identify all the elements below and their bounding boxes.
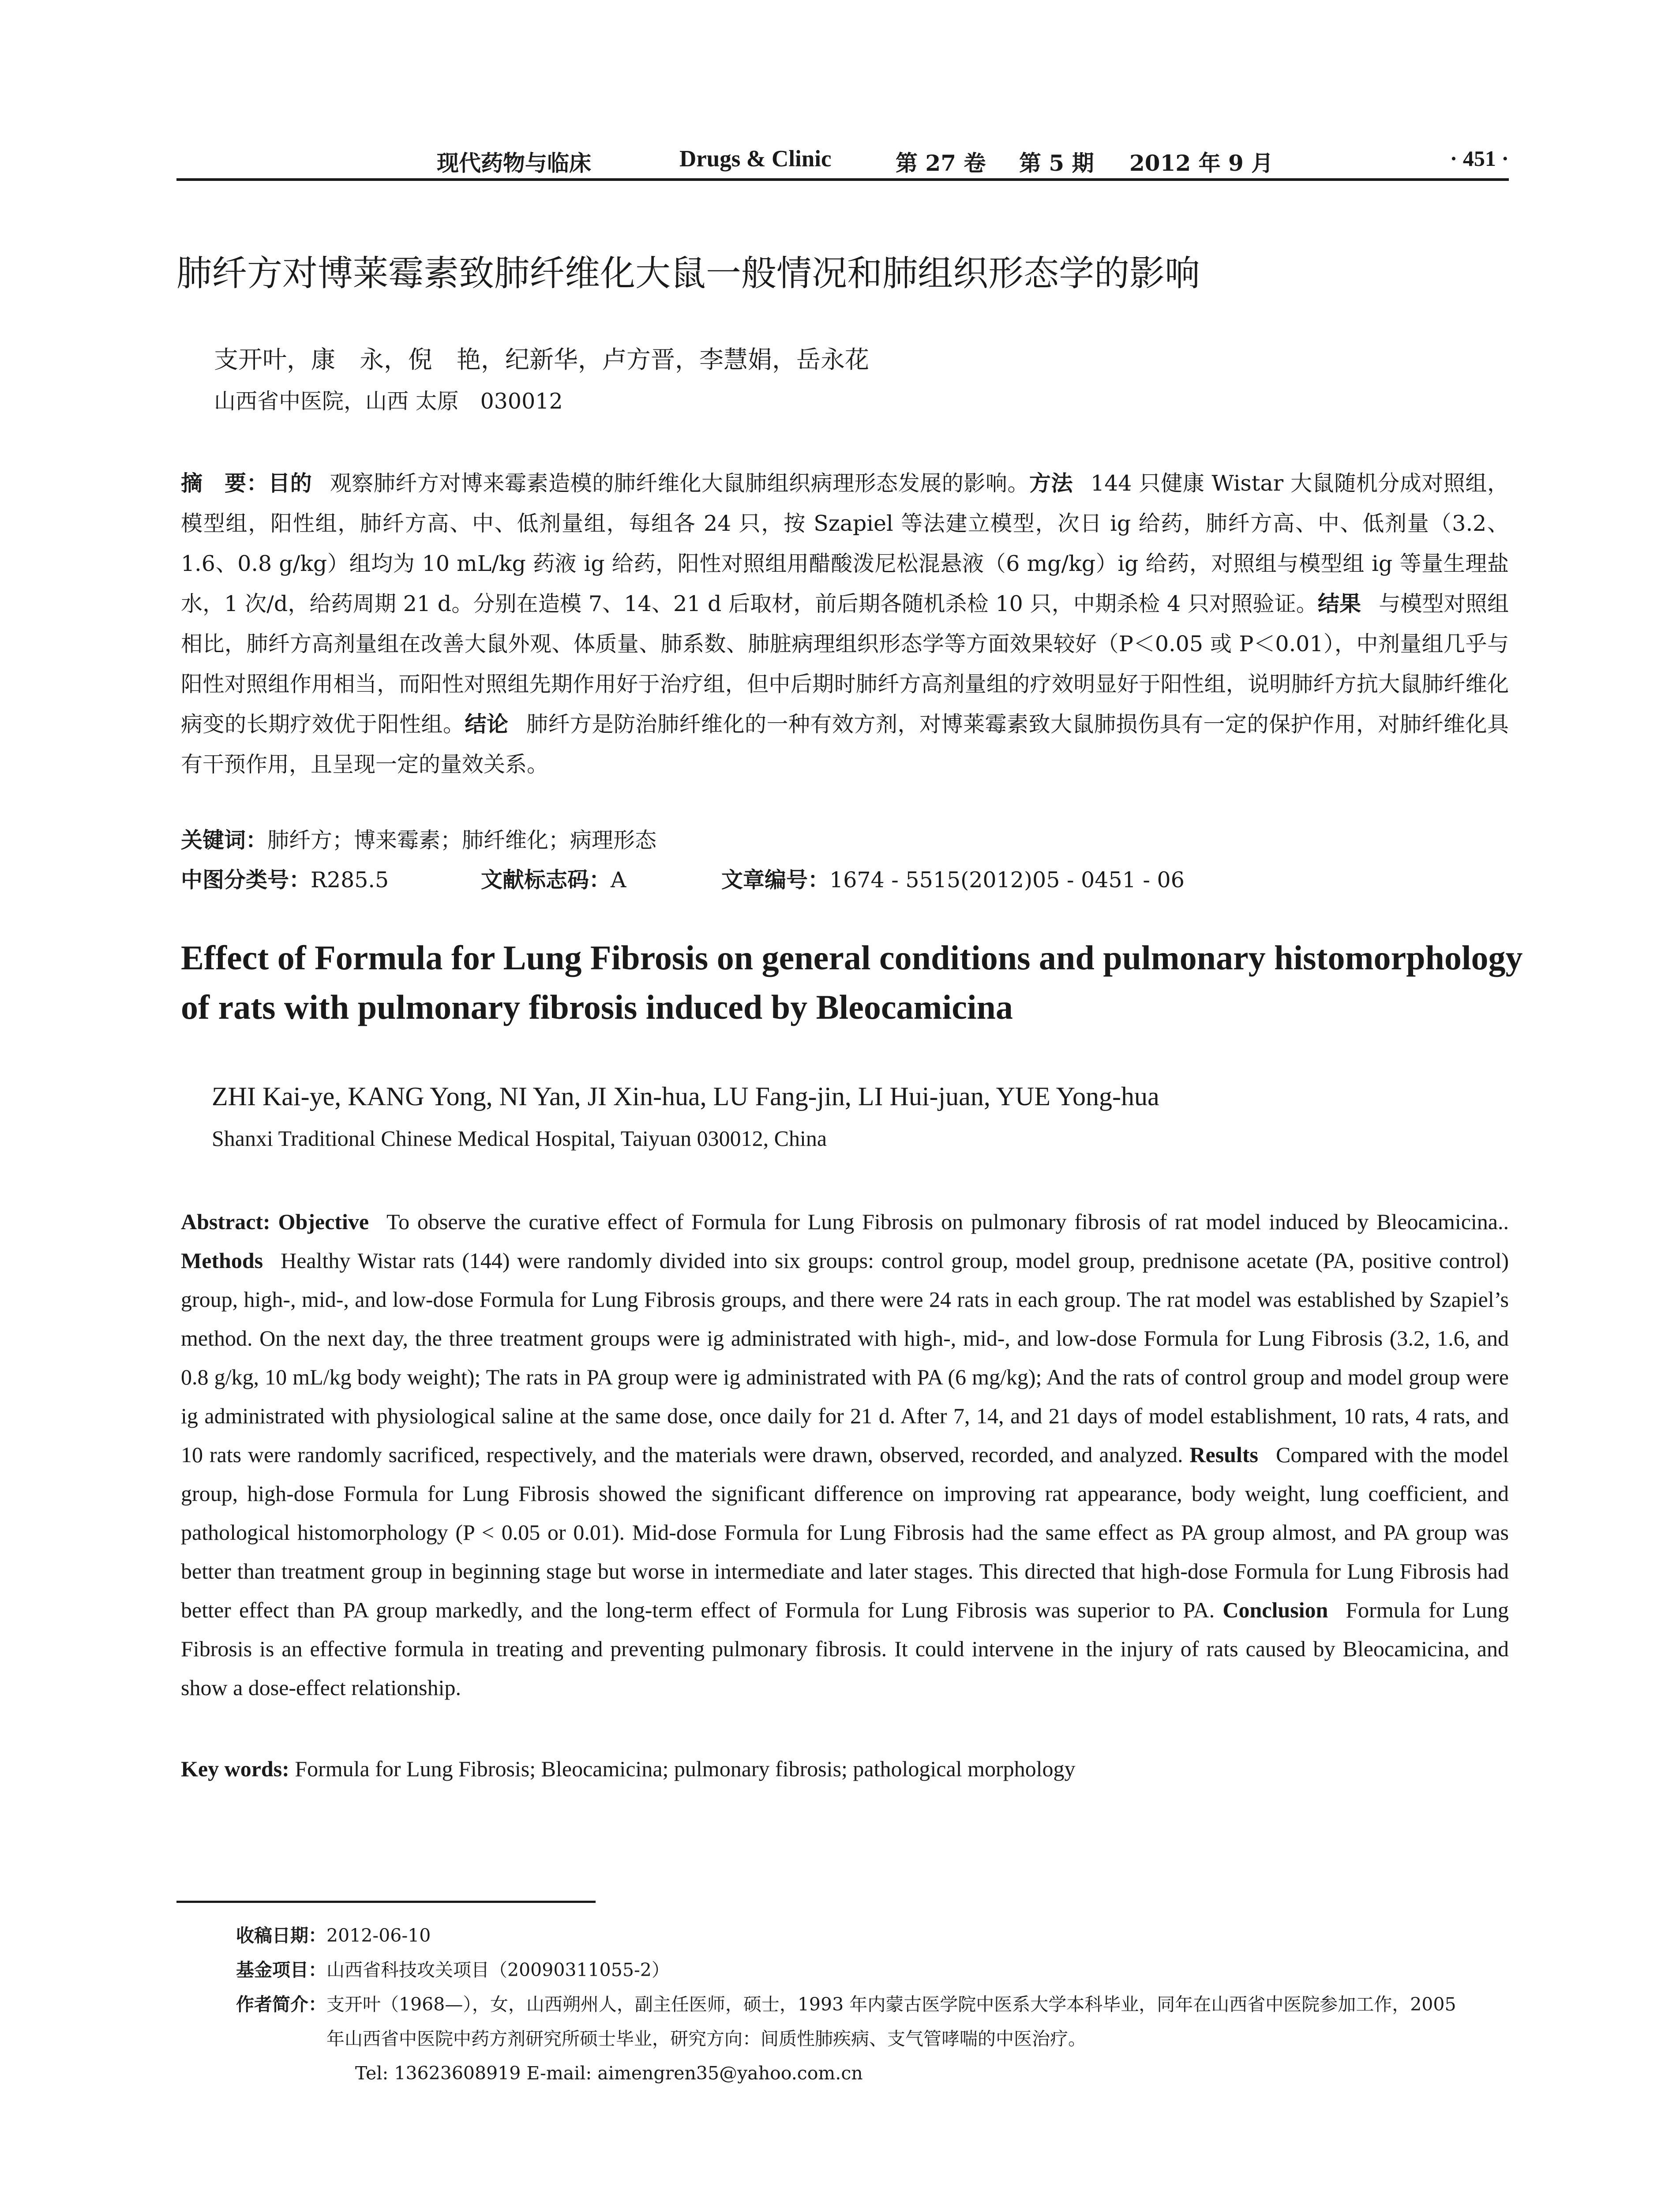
objective-label-en: Abstract: Objective <box>181 1209 369 1234</box>
running-header <box>176 140 1509 181</box>
issue-date: 2012 年 9 月 <box>1129 150 1274 176</box>
methods-text-cn: 144 只健康 Wistar 大鼠随机分成对照组，模型组，阳性组，肺纤方高、中、低剂量组，每组各 24 只，按 Szapiel 等法建立模型，次日 ig 给药，肺纤方高、中、低剂量（3.2、1.6、0.8 g/kg）组均为 10 mL/kg 药液 ig 给药，阳性对照组用醋酸泼尼松混悬液（6 mg/kg）ig 给药，对照组与模型组 ig 等量生理盐水，1 次/d，给药周期 21 d。分别在造模 7、14、21 d 后取材，前后期各随机杀检 10 只，中期杀检 4 只对照验证。 <box>181 471 1509 616</box>
authors-en: ZHI Kai-ye, KANG Yong, NI Yan, JI Xin-hua, LU Fang-jin, LI Hui-juan, YUE Yong-hua <box>212 1082 1159 1111</box>
keywords-label-en: Key words: <box>181 1756 289 1781</box>
document-code <box>481 860 626 900</box>
page-number: · 451 · <box>1450 146 1509 171</box>
received-value: 2012-06-10 <box>326 1925 431 1946</box>
keywords-label-cn: 关键词： <box>181 828 268 853</box>
bio-label: 作者简介： <box>236 1994 326 2015</box>
fund-value: 山西省科技攻关项目（20090311055-2） <box>326 1959 670 1981</box>
clc-number <box>181 860 389 900</box>
received-date <box>236 1918 1507 1953</box>
abstract-cn <box>181 463 1509 784</box>
keywords-cn <box>181 821 1509 860</box>
affiliation-cn: 山西省中医院，山西 太原 030012 <box>214 389 563 414</box>
keywords-text-en: Formula for Lung Fibrosis; Bleocamicina; pulmonary fibrosis; pathological morphology <box>295 1756 1076 1781</box>
authors-cn: 支开叶，康 永，倪 艳，纪新华，卢方晋，李慧娟，岳永花 <box>214 345 870 374</box>
issue: 第 5 期 <box>1019 150 1094 176</box>
title-en: Effect of Formula for Lung Fibrosis on general conditions and pulmonary histomorphology of rats with pulmonary fibrosis induced by Bleocamicina <box>181 938 1523 1026</box>
abstract-label-cn: 摘 要： <box>181 471 269 496</box>
bio-text: 支开叶（1968—），女，山西朔州人，副主任医师，硕士，1993 年内蒙古医学院中医系大学本科毕业，同年在山西省中医院参加工作，2005 年山西省中医院中药方剂研究所硕士毕业，研究方向：间质性肺疾病、支气管哮喘的中医治疗。 <box>326 1994 1456 2049</box>
journal-name-en: Drugs & Clinic <box>679 146 832 172</box>
clc-label: 中图分类号： <box>181 867 311 893</box>
journal-name-cn: 现代药物与临床 <box>437 150 591 176</box>
fund-project <box>236 1953 1507 1987</box>
document-code-value: A <box>611 867 626 893</box>
article-number-label: 文章编号： <box>721 867 830 893</box>
keywords-en <box>181 1749 1509 1788</box>
fund-label: 基金项目： <box>236 1959 326 1981</box>
classification-row <box>181 860 1509 900</box>
methods-label-en: Methods <box>181 1248 263 1273</box>
conclusion-label-cn: 结论 <box>465 712 509 737</box>
results-text-en: Compared with the model group, high-dose Formula for Lung Fibrosis showed the significant difference on improving rat appearance, body weight, lung coefficient, and pathological histomorphology (P < 0.05 or 0.01). Mid-dose Formula for Lung Fibrosis had the same effect as PA group almost, and PA group was better than treatment group in beginning stage but worse in intermediate and later stages. This directed that high-dose Formula for Lung Fibrosis had better effect than PA group markedly, and the long-term effect of Formula for Lung Fibrosis was superior to PA. <box>181 1442 1509 1622</box>
article-number-value: 1674 - 5515(2012)05 - 0451 - 06 <box>829 867 1185 893</box>
results-text-cn: 与模型对照组相比，肺纤方高剂量组在改善大鼠外观、体质量、肺系数、肺脏病理组织形态学等方面效果较好（P＜0.05 或 P＜0.01），中剂量组几乎与阳性对照组作用相当，而阳性对照组先期作用好于治疗组，但中后期时肺纤方高剂量组的疗效明显好于阳性组，说明肺纤方抗大鼠肺纤维化病变的长期疗效优于阳性组。 <box>181 591 1509 737</box>
title-cn: 肺纤方对博莱霉素致肺纤维化大鼠一般情况和肺组织形态学的影响 <box>176 253 1200 294</box>
author-bio <box>236 1987 1507 2056</box>
footnote-divider <box>176 1901 596 1903</box>
volume: 第 27 卷 <box>896 150 986 176</box>
objective-label-cn: 目的 <box>268 471 312 496</box>
conclusion-label-en: Conclusion <box>1222 1598 1328 1622</box>
document-code-label: 文献标志码： <box>481 867 611 893</box>
conclusion-text-cn: 肺纤方是防治肺纤维化的一种有效方剂，对博莱霉素致大鼠肺损伤具有一定的保护作用，对肺纤维化具有干预作用，且呈现一定的量效关系。 <box>181 712 1509 777</box>
affiliation-en: Shanxi Traditional Chinese Medical Hospital, Taiyuan 030012, China <box>212 1126 827 1151</box>
abstract-en <box>181 1202 1509 1707</box>
conclusion-text-en: Formula for Lung Fibrosis is an effective formula in treating and preventing pulmonary fibrosis. It could intervene in the injury of rats caused by Bleocamicina, and show a dose-effect relationship. <box>181 1598 1509 1700</box>
footnotes <box>236 1918 1507 2090</box>
article-number <box>721 860 1185 900</box>
results-label-cn: 结果 <box>1317 591 1361 616</box>
methods-label-cn: 方法 <box>1029 471 1073 496</box>
received-label: 收稿日期： <box>236 1925 326 1946</box>
clc-value: R285.5 <box>311 867 389 893</box>
results-label-en: Results <box>1189 1442 1258 1467</box>
objective-text-cn: 观察肺纤方对博来霉素造模的肺纤维化大鼠肺组织病理形态发展的影响。 <box>330 471 1029 496</box>
objective-text-en: To observe the curative effect of Formula for Lung Fibrosis on pulmonary fibrosis of rat model induced by Bleocamicina.. <box>386 1209 1509 1234</box>
author-contact: Tel: 13623608919 E-mail: aimengren35@yahoo.com.cn <box>355 2063 863 2084</box>
keywords-text-cn: 肺纤方；博来霉素；肺纤维化；病理形态 <box>267 828 657 853</box>
methods-text-en: Healthy Wistar rats (144) were randomly divided into six groups: control group, model group, prednisone acetate (PA, positive control) group, high-, mid-, and low-dose Formula for Lung Fibrosis groups, and there were 24 rats in each group. The rat model was established by Szapiel’s method. On the next day, the three treatment groups were ig administrated with high-, mid-, and low-dose Formula for Lung Fibrosis (3.2, 1.6, and 0.8 g/kg, 10 mL/kg body weight); The rats in PA group were ig administrated with PA (6 mg/kg); And the rats of control group and model group were ig administrated with physiological saline at the same dose, once daily for 21 d. After 7, 14, and 21 days of model establishment, 10 rats, 4 rats, and 10 rats were randomly sacrificed, respectively, and the materials were drawn, observed, recorded, and analyzed. <box>181 1248 1509 1467</box>
